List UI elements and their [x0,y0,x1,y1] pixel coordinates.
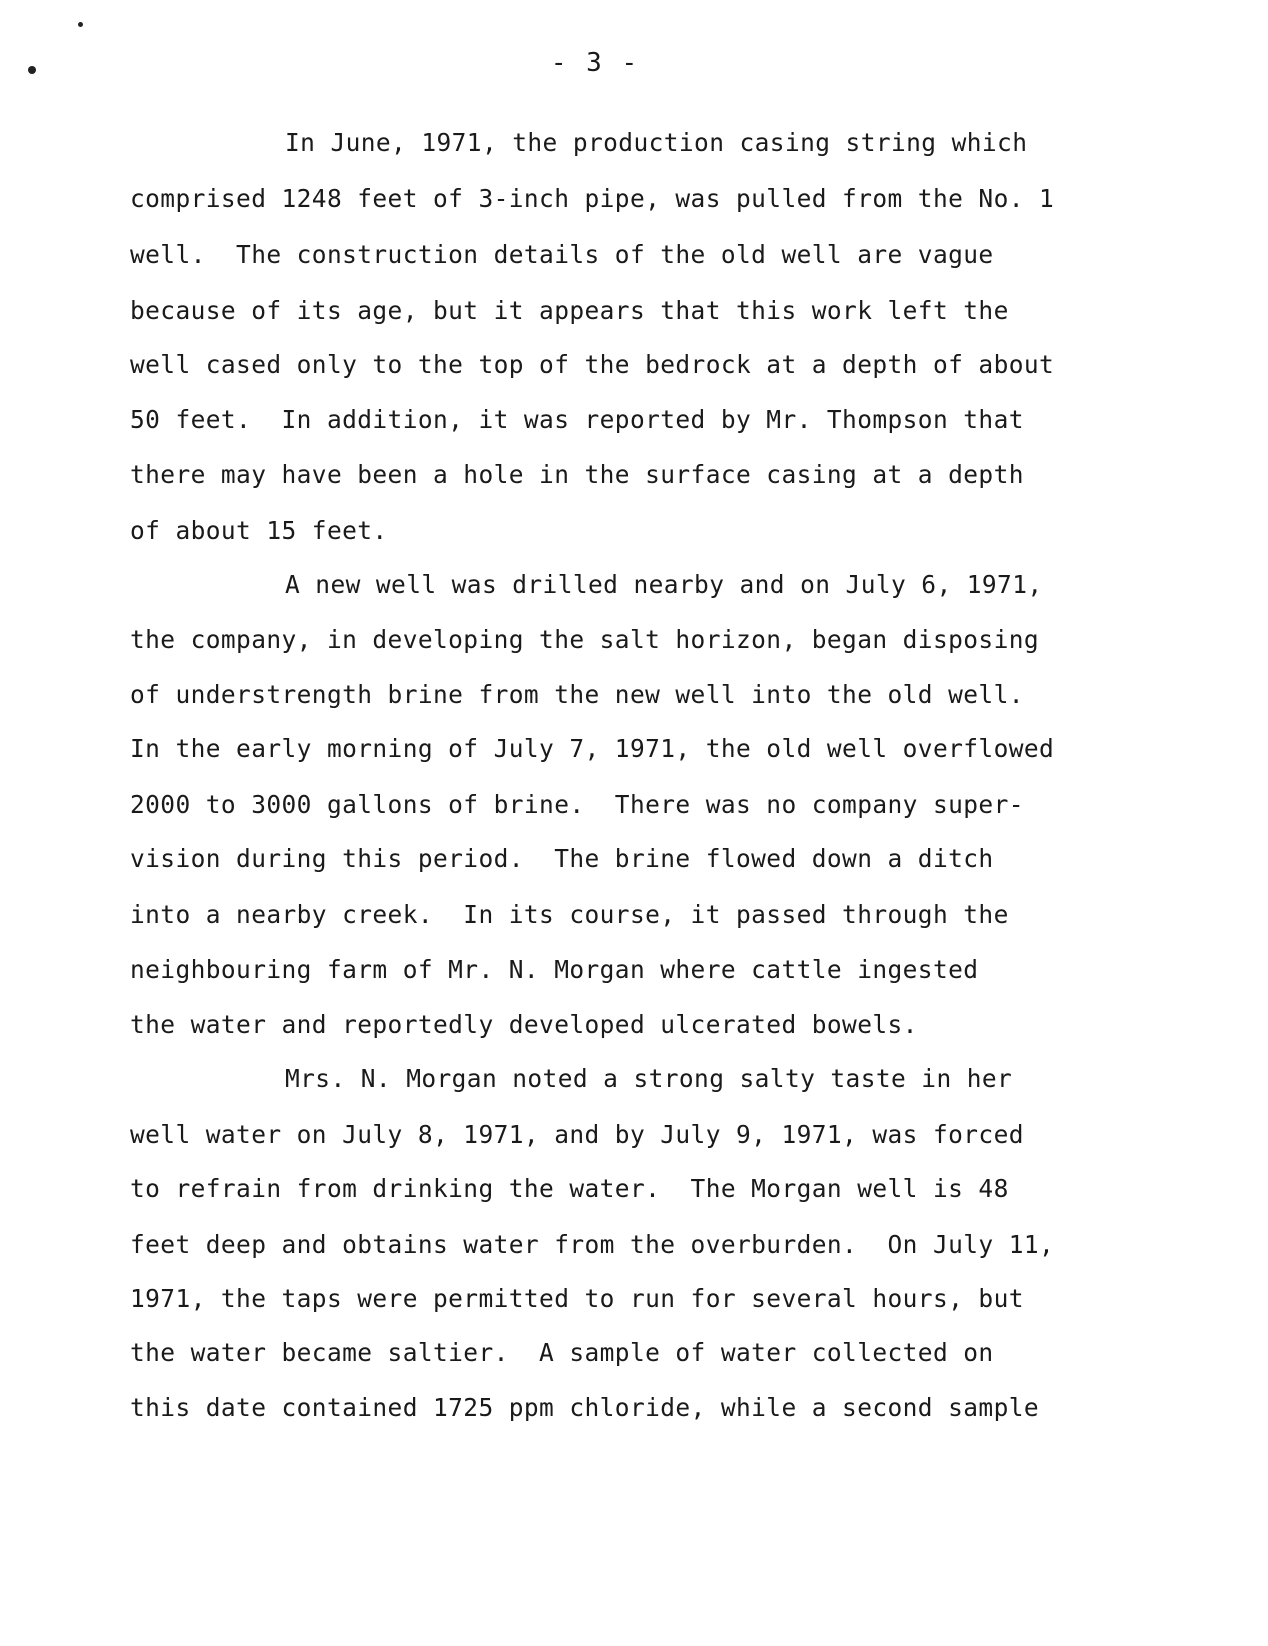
scan-speck [78,22,83,27]
text-line: to refrain from drinking the water. The Morgan well is 48 [130,1174,1009,1203]
text-line: of understrength brine from the new well into the old well. [130,680,1024,709]
text-line: the water became saltier. A sample of water collected on [130,1338,994,1367]
text-line: well. The construction details of the old well are vague [130,240,994,269]
text-line: the water and reportedly developed ulcerated bowels. [130,1010,918,1039]
text-line: feet deep and obtains water from the overburden. On July 11, [130,1230,1055,1259]
text-line: neighbouring farm of Mr. N. Morgan where cattle ingested [130,955,979,984]
text-line: Mrs. N. Morgan noted a strong salty taste in her [285,1064,1013,1093]
text-line: the company, in developing the salt horizon, began disposing [130,625,1040,654]
text-line: well water on July 8, 1971, and by July 9, 1971, was forced [130,1120,1024,1149]
text-line: In the early morning of July 7, 1971, the old well overflowed [130,734,1055,763]
text-line: of about 15 feet. [130,516,388,545]
text-line: because of its age, but it appears that this work left the [130,296,1009,325]
text-line: into a nearby creek. In its course, it passed through the [130,900,1009,929]
text-line: 50 feet. In addition, it was reported by Mr. Thompson that [130,405,1024,434]
text-line: 2000 to 3000 gallons of brine. There was no company super- [130,790,1024,819]
text-line: well cased only to the top of the bedrock at a depth of about [130,350,1055,379]
text-line: 1971, the taps were permitted to run for several hours, but [130,1284,1024,1313]
text-line: comprised 1248 feet of 3-inch pipe, was pulled from the No. 1 [130,184,1055,213]
text-line: vision during this period. The brine flowed down a ditch [130,844,994,873]
text-line: In June, 1971, the production casing string which [285,128,1028,157]
text-line: A new well was drilled nearby and on July 6, 1971, [285,570,1043,599]
page-number: - 3 - [550,48,640,78]
text-line: this date contained 1725 ppm chloride, while a second sample [130,1393,1040,1422]
text-line: there may have been a hole in the surface casing at a depth [130,460,1024,489]
